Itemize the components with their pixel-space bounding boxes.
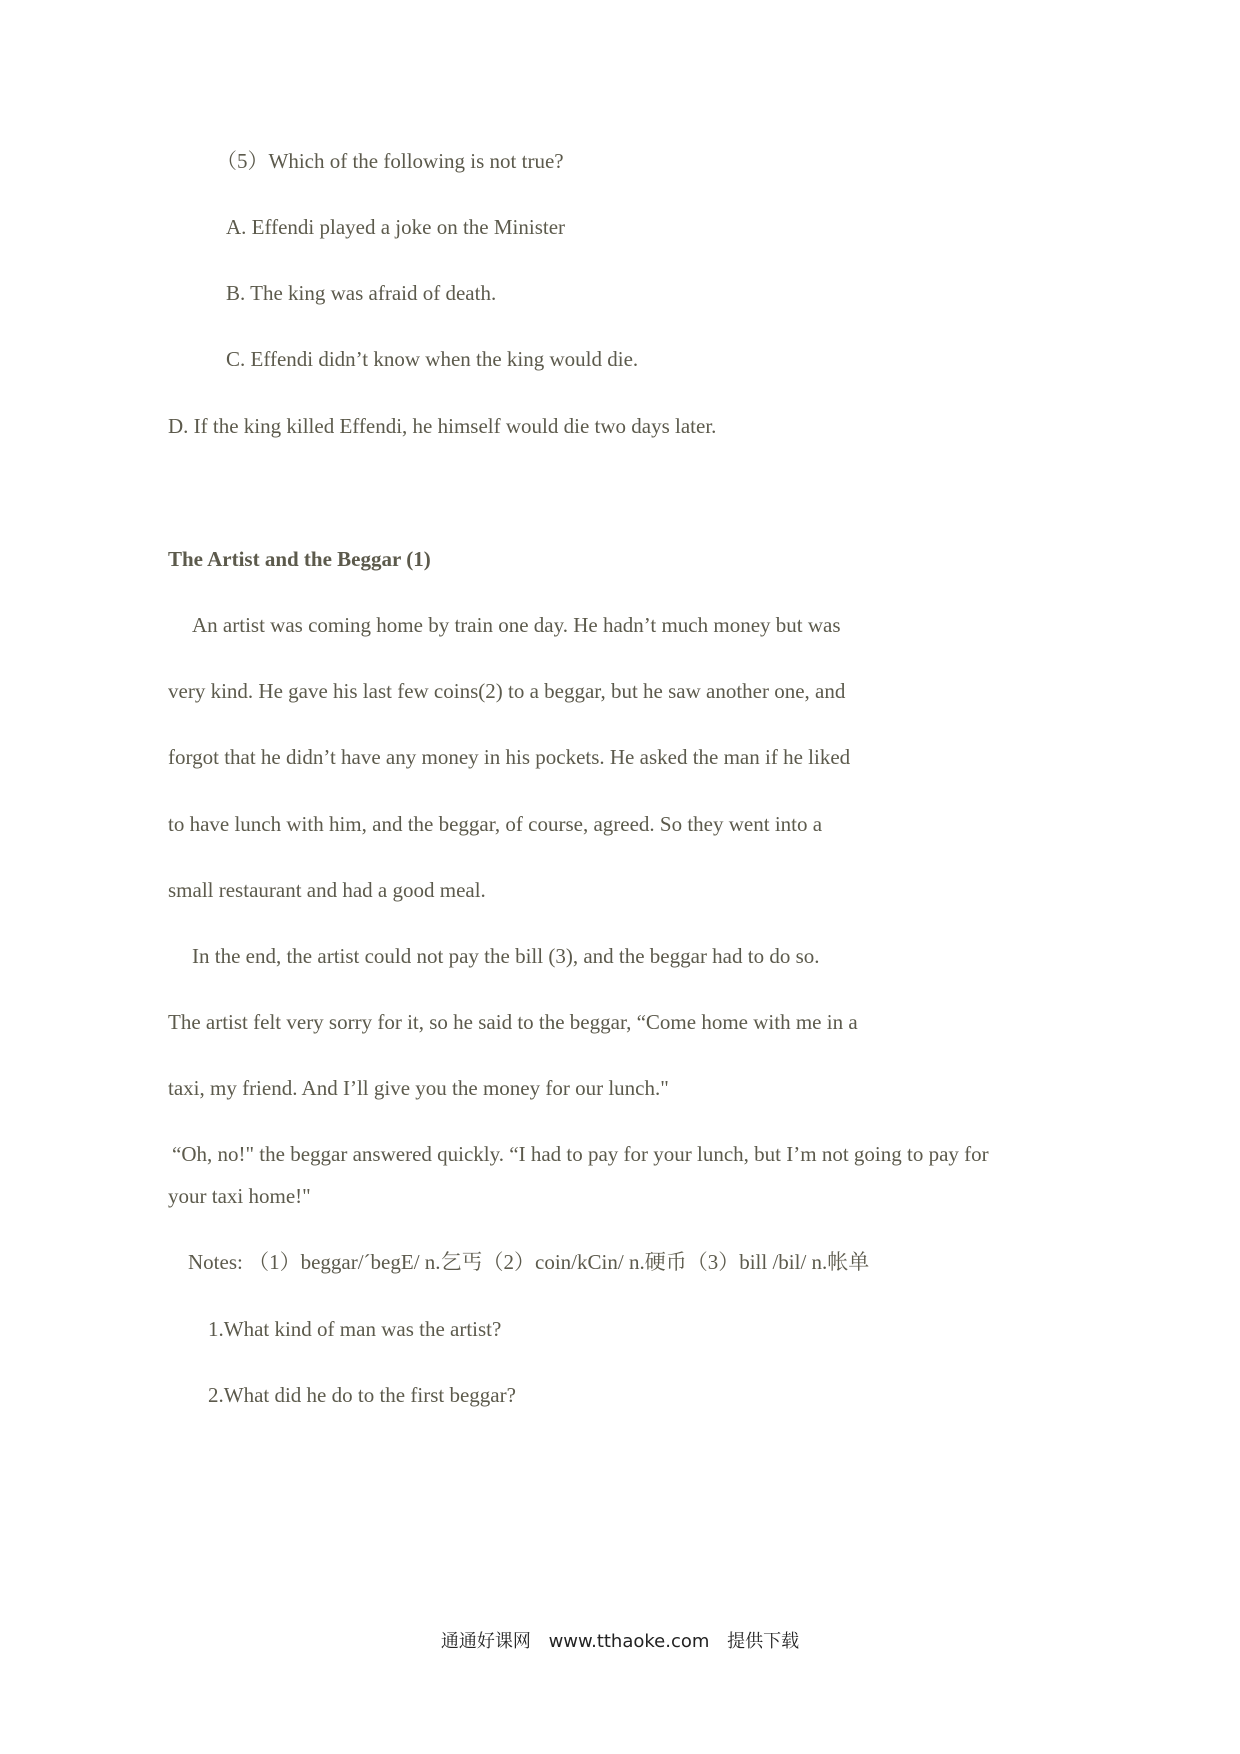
story-line-6: In the end, the artist could not pay the bill (3), and the beggar had to do so. [192, 944, 820, 968]
footer-url: www.tthaoke.com [548, 1631, 710, 1652]
story-title: The Artist and the Beggar (1) [168, 547, 431, 571]
question-5-stem: （5）Which of the following is not true? [216, 149, 564, 173]
question-5-option-b: B. The king was afraid of death. [226, 281, 497, 305]
comprehension-question-2: 2.What did he do to the first beggar? [208, 1383, 516, 1407]
page-footer [0, 1630, 1240, 1654]
story-line-4: to have lunch with him, and the beggar, of course, agreed. So they went into a [168, 812, 823, 836]
story-line-1: An artist was coming home by train one day. He hadn’t much money but was [192, 613, 841, 637]
story-line-5: small restaurant and had a good meal. [168, 878, 486, 902]
footer-download-text: 提供下载 [727, 1631, 800, 1652]
story-line-3: forgot that he didn’t have any money in his pockets. He asked the man if he liked [168, 745, 851, 769]
vocabulary-notes: Notes: （1）beggar/ˊbegE/ n.乞丐（2）coin/kCin/ n.硬币（3）bill /bil/ n.帐单 [188, 1250, 870, 1274]
story-line-10: your taxi home!" [168, 1184, 311, 1208]
story-line-2: very kind. He gave his last few coins(2) to a beggar, but he saw another one, and [168, 679, 846, 703]
story-line-7: The artist felt very sorry for it, so he said to the beggar, “Come home with me in a [168, 1010, 858, 1034]
story-line-8: taxi, my friend. And I’ll give you the money for our lunch." [168, 1076, 669, 1100]
footer-site-name: 通通好课网 [440, 1631, 531, 1652]
question-5-option-d: D. If the king killed Effendi, he himself would die two days later. [168, 414, 717, 438]
story-line-9: “Oh, no!" the beggar answered quickly. “I had to pay for your lunch, but I’m not going to pay for [172, 1142, 989, 1166]
question-5-option-c: C. Effendi didn’t know when the king would die. [226, 347, 639, 371]
comprehension-question-1: 1.What kind of man was the artist? [208, 1317, 502, 1341]
question-5-option-a: A. Effendi played a joke on the Minister [226, 215, 566, 239]
